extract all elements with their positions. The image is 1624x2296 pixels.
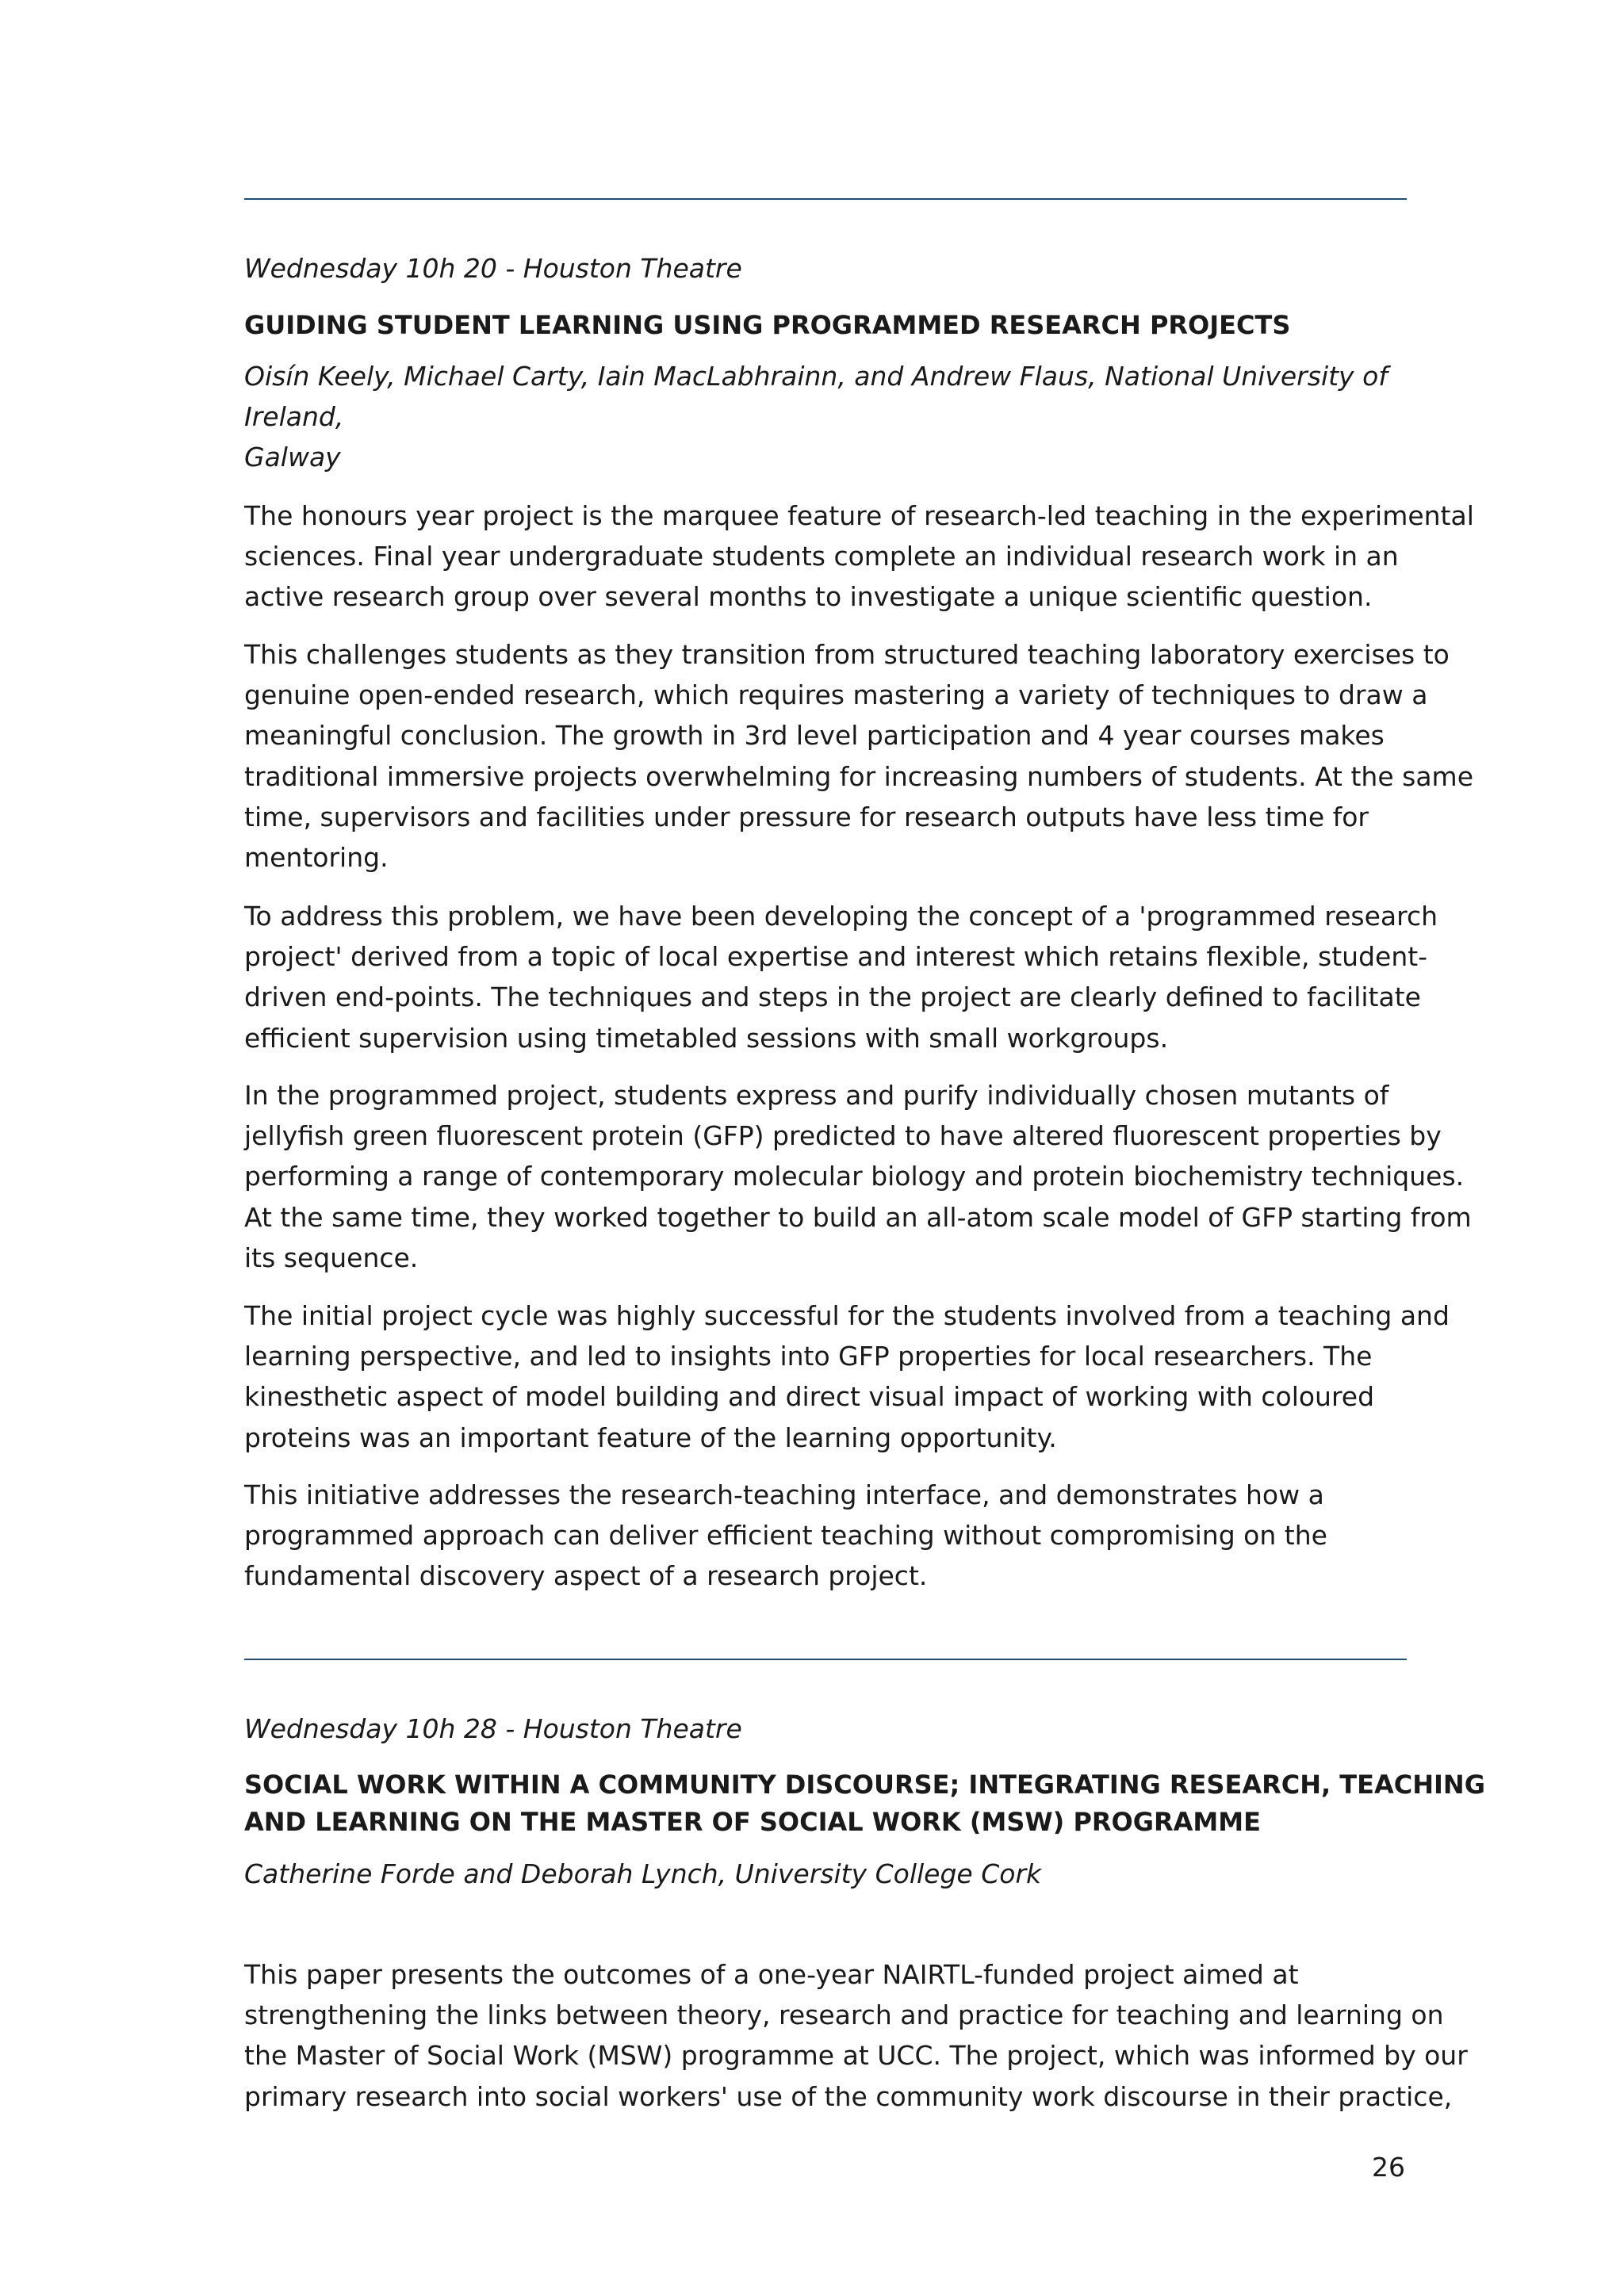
author-line: Oisín Keely, Michael Carty, Iain MacLabhrainn, and Andrew Flaus, National University of Ireland,: [244, 361, 1388, 432]
text-line: The initial project cycle was highly successful for the students involved from a teaching and: [244, 1300, 1450, 1331]
text-line: genuine open-ended research, which requires mastering a variety of techniques to draw a: [244, 679, 1428, 711]
text-line: the Master of Social Work (MSW) programme at UCC. The project, which was informed by our: [244, 2040, 1468, 2072]
document-page: [244, 0, 1485, 2296]
text-line: driven end-points. The techniques and steps in the project are clearly defined to facilitate: [244, 982, 1421, 1013]
text-line: jellyfish green fluorescent protein (GFP) predicted to have altered fluorescent properties by: [244, 1120, 1442, 1152]
abstract-authors: [244, 356, 1407, 477]
abstract-title: [244, 307, 1407, 344]
abstract-title: [244, 1766, 1485, 1841]
title-line: GUIDING STUDENT LEARNING USING PROGRAMMED RESEARCH PROJECTS: [244, 310, 1291, 340]
author-line: Catherine Forde and Deborah Lynch, University College Cork: [244, 1858, 1042, 1889]
text-line: active research group over several months to investigate a unique scientific question.: [244, 581, 1373, 613]
text-line: its sequence.: [244, 1242, 419, 1273]
text-line: This paper presents the outcomes of a one-year NAIRTL-funded project aimed at: [244, 1959, 1299, 1990]
body-paragraph: [244, 1295, 1450, 1458]
body-paragraph: [244, 896, 1438, 1058]
text-line: strengthening the links between theory, research and practice for teaching and learning on: [244, 1999, 1444, 2031]
text-line: project' derived from a topic of local expertise and interest which retains flexible, student-: [244, 941, 1428, 973]
text-line: sciences. Final year undergraduate students complete an individual research work in an: [244, 541, 1399, 572]
text-line: performing a range of contemporary molecular biology and protein biochemistry techniques.: [244, 1161, 1465, 1192]
text-line: proteins was an important feature of the learning opportunity.: [244, 1422, 1057, 1453]
body-paragraph: [244, 496, 1474, 618]
text-line: primary research into social workers' use of the community work discourse in their practice,: [244, 2080, 1453, 2112]
text-line: efficient supervision using timetabled sessions with small workgroups.: [244, 1022, 1169, 1054]
text-line: programmed approach can deliver efficient teaching without compromising on the: [244, 1520, 1327, 1552]
body-paragraph: [244, 634, 1474, 878]
text-line: kinesthetic aspect of model building and direct visual impact of working with coloured: [244, 1381, 1375, 1413]
text-line: The honours year project is the marquee feature of research-led teaching in the experimental: [244, 500, 1474, 531]
text-line: In the programmed project, students express and purify individually chosen mutants of: [244, 1080, 1389, 1111]
body-paragraph: [244, 1475, 1408, 1597]
section-divider: [244, 1659, 1407, 1660]
text-line: To address this problem, we have been developing the concept of a 'programmed research: [244, 901, 1438, 932]
body-paragraph: [244, 1075, 1472, 1278]
author-line: Galway: [244, 442, 341, 473]
text-line: learning perspective, and led to insights into GFP properties for local researchers. The: [244, 1341, 1373, 1372]
body-paragraph: [244, 1954, 1468, 2117]
text-line: This challenges students as they transition from structured teaching laboratory exercises to: [244, 639, 1450, 670]
text-line: This initiative addresses the research-teaching interface, and demonstrates how a: [244, 1479, 1324, 1510]
text-line: At the same time, they worked together to build an all-atom scale model of GFP starting from: [244, 1201, 1472, 1233]
text-line: traditional immersive projects overwhelming for increasing numbers of students. At the same: [244, 760, 1474, 792]
text-line: meaningful conclusion. The growth in 3rd level participation and 4 year courses makes: [244, 720, 1385, 752]
page-number: 26: [1372, 2152, 1405, 2183]
session-info: Wednesday 10h 28 - Houston Theatre: [244, 1713, 742, 1744]
abstract-authors: [244, 1854, 1407, 1894]
text-line: time, supervisors and facilities under pressure for research outputs have less time for: [244, 801, 1369, 832]
session-info: Wednesday 10h 20 - Houston Theatre: [244, 253, 742, 284]
title-line: AND LEARNING ON THE MASTER OF SOCIAL WORK (MSW) PROGRAMME: [244, 1807, 1261, 1837]
title-line: SOCIAL WORK WITHIN A COMMUNITY DISCOURSE; INTEGRATING RESEARCH, TEACHING: [244, 1770, 1485, 1800]
text-line: fundamental discovery aspect of a research project.: [244, 1560, 928, 1592]
section-divider: [244, 198, 1407, 200]
text-line: mentoring.: [244, 842, 389, 874]
